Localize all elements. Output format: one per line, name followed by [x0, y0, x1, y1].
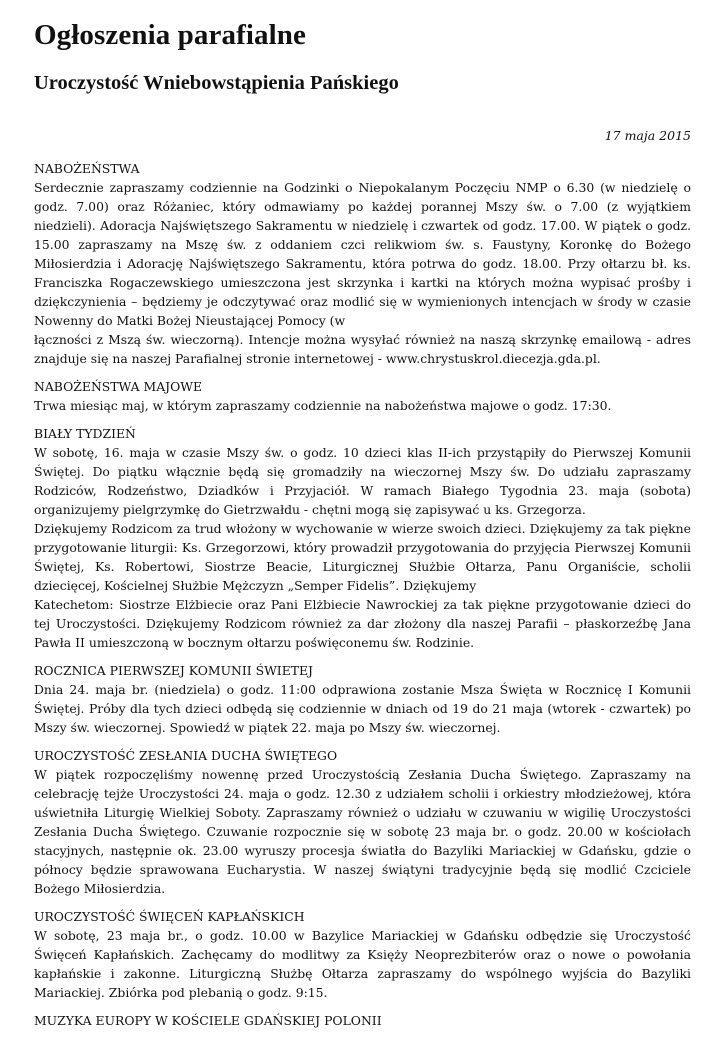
page-subtitle: Uroczystość Wniebowstąpienia Pańskiego: [34, 72, 399, 94]
section-heading: NABOŻEŃSTWA MAJOWE: [34, 379, 203, 394]
announcements-list: [34, 159, 691, 1039]
section-bialy-tydzien: [34, 424, 691, 652]
section-paragraph: łączności z Mszą św. wieczorną). Intencje można wysyłać również na naszą skrzynkę emailową - adres znajduje się na naszej Parafialnej stronie internetowej - www.chrystuskrol.diecezja.gda.pl.: [34, 332, 691, 366]
section-heading: UROCZYSTOŚĆ ŚWIĘCEŃ KAPŁAŃSKICH: [34, 909, 305, 924]
section-paragraph: Dnia 24. maja br. (niedziela) o godz. 11:00 odprawiona zostanie Msza Święta w Rocznicę I Komunii Świętej. Próby dla tych dzieci odbędą się codziennie w dniach od 19 do 21 maja (wtorek - czwartek) po Mszy św. wieczornej. Spowiedź w piątek 22. maja po Mszy św. wieczornej.: [34, 682, 691, 735]
section-paragraph: Katechetom: Siostrze Elżbiecie oraz Pani Elżbiecie Nawrockiej za tak piękne przygotowanie dzieci do tej Uroczystości. Dziękujemy Rodzicom również za dar złożony dla naszej Parafii – płaskorzeźbę Jana Pawła II umieszczoną w bocznym ołtarzu poświęconemu św. Rodzinie.: [34, 597, 691, 650]
section-zeslanie-ducha: [34, 746, 691, 898]
page-title: Ogłoszenia parafialne: [34, 19, 306, 51]
section-paragraph: W sobotę, 16. maja w czasie Mszy św. o godz. 10 dzieci klas II-ich przystąpiły do Pierwszej Komunii Świętej. Do piątku włącznie będą się gromadziły na wieczornej Mszy św. Do udziału zapraszamy Rodziców, Rodzeństwo, Dziadków i Przyjaciół. W ramach Białego Tygodnia 23. maja (sobota) organizujemy pielgrzymkę do Gietrzwałdu - chętni mogą się zapisywać u ks. Grzegorza.: [34, 445, 691, 517]
section-heading: BIAŁY TYDZIEŃ: [34, 426, 136, 441]
section-swiecenia-kaplanskie: [34, 907, 691, 1002]
section-paragraph: W piątek rozpoczęliśmy nowennę przed Uroczystością Zesłania Ducha Świętego. Zapraszamy na celebrację tejże Uroczystości 24. maja o godz. 12.30 z udziałem scholii i orkiestry młodzieżowej, która uświetniła Liturgię Wielkiej Soboty. Zapraszamy również o udziału w czuwaniu w wigilię Uroczystości Zesłania Ducha Świętego. Czuwanie rozpocznie się w sobotę 23 maja br. o godz. 20.00 w kościołach stacyjnych, następnie ok. 23.00 wyruszy procesja światła do Bazyliki Mariackiej w Gdańsku, gdzie o północy będzie sprawowana Eucharystia. W naszej świątyni tradycyjnie będą się modlić Czciciele Bożego Miłosierdzia.: [34, 767, 691, 896]
section-paragraph: Dziękujemy Rodzicom za trud włożony w wychowanie w wierze swoich dzieci. Dziękujemy za tak piękne przygotowanie liturgii: Ks. Grzegorzowi, który prowadził przygotowania do przyjęcia Pierwszej Komunii Świętej, Ks. Robertowi, Siostrze Beacie, Liturgicznej Służbie Ołtarza, Panu Organiście, scholii dziecięcej, Kościelnej Służbie Mężczyzn „Semper Fidelis”. Dziękujemy: [34, 521, 691, 593]
section-heading: NABOŻEŃSTWA: [34, 161, 140, 176]
section-heading: UROCZYSTOŚĆ ZESŁANIA DUCHA ŚWIĘTEGO: [34, 748, 338, 763]
section-heading: ROCZNICA PIERWSZEJ KOMUNII ŚWIETEJ: [34, 663, 314, 678]
section-paragraph: Trwa miesiąc maj, w którym zapraszamy codziennie na nabożeństwa majowe o godz. 17:30.: [34, 398, 612, 413]
document-date: 17 maja 2015: [604, 128, 691, 143]
section-nabozenstwa: [34, 159, 691, 368]
section-paragraph: W sobotę, 23 maja br., o godz. 10.00 w Bazylice Mariackiej w Gdańsku odbędzie się Uroczystość Święceń Kapłańskich. Zachęcamy do modlitwy za Księży Neoprezbiterów oraz o nowe o powołania kapłańskie i zakonne. Liturgiczną Służbę Ołtarza zapraszamy do wspólnego wyjścia do Bazyliki Mariackiej. Zbiórka pod plebanią o godz. 9:15.: [34, 928, 691, 1000]
section-muzyka-europy: [34, 1011, 691, 1030]
section-heading: MUZYKA EUROPY W KOŚCIELE GDAŃSKIEJ POLONII: [34, 1013, 382, 1028]
section-paragraph: Serdecznie zapraszamy codziennie na Godzinki o Niepokalanym Poczęciu NMP o 6.30 (w niedzielę o godz. 7.00) oraz Różaniec, który odmawiamy po każdej porannej Mszy św. o 7.00 (z wyjątkiem niedzieli). Adoracja Najświętszego Sakramentu w niedzielę i czwartek od godz. 17.00. W piątek o godz. 15.00 zapraszamy na Mszę św. z oddaniem czci relikwiom św. s. Faustyny, Koronkę do Bożego Miłosierdzia i Adorację Najświętszego Sakramentu, która potrwa do godz. 18.00. Przy ołtarzu bł. ks. Franciszka Rogaczewskiego umieszczona jest skrzynka i kartki na których można wypisać prośby i dziękczynienia – będziemy je odczytywać oraz modlić się w wymienionych intencjach w środy w czasie Nowenny do Matki Bożej Nieustającej Pomocy (w: [34, 180, 691, 328]
section-nabozenstwa-majowe: [34, 377, 691, 415]
section-rocznica-komunii: [34, 661, 691, 737]
